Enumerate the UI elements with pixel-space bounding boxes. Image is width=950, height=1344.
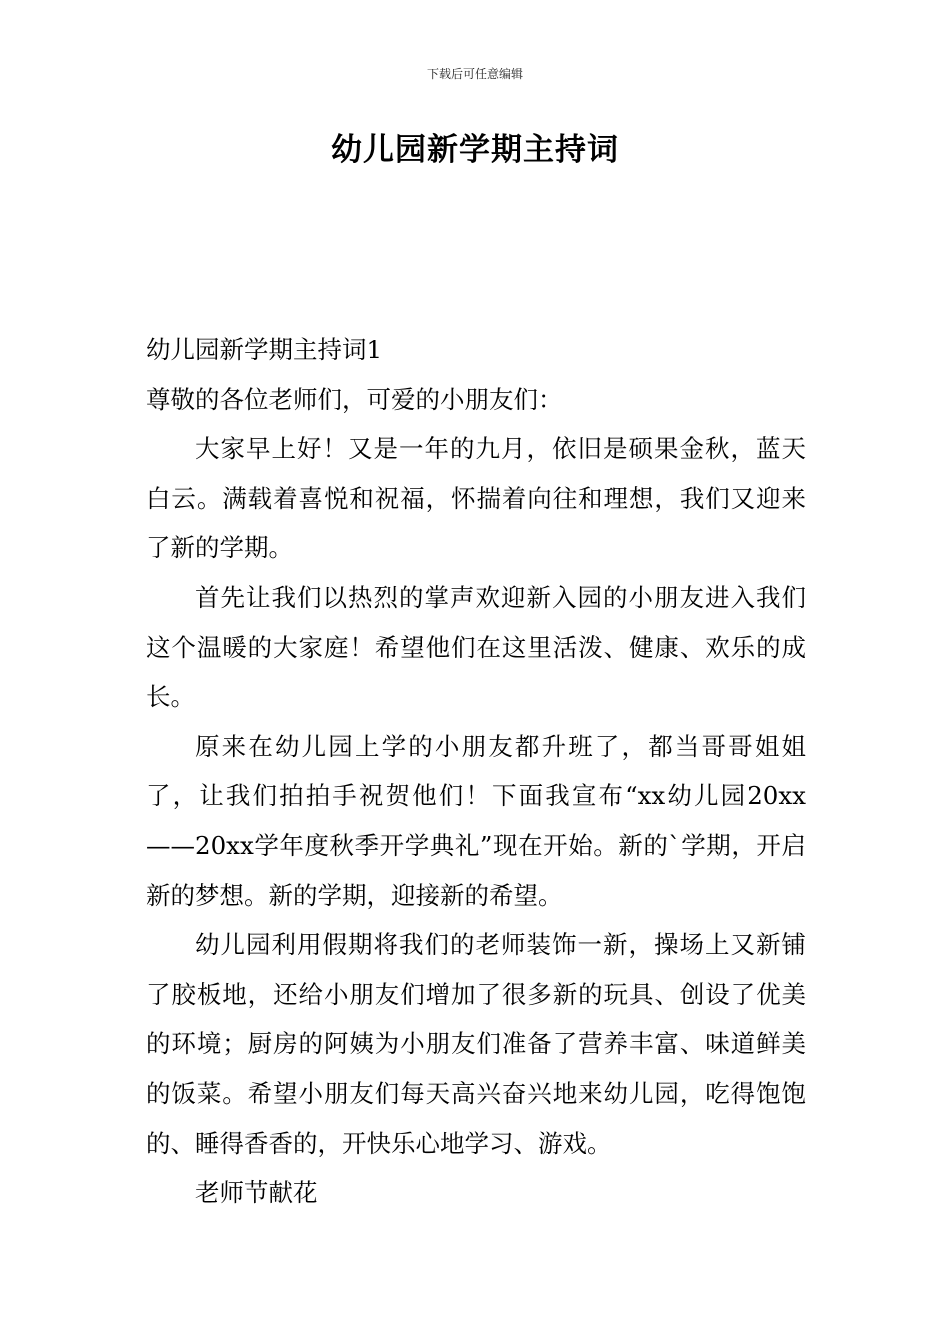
paragraph: 大家早上好！又是一年的九月，依旧是硕果金秋，蓝天白云。满载着喜悦和祝福，怀揣着向往和理想，我们又迎来了新的学期。: [146, 434, 806, 563]
paragraph: 首先让我们以热烈的掌声欢迎新入园的小朋友进入我们这个温暖的大家庭！希望他们在这里活泼、健康、欢乐的成长。: [146, 582, 806, 712]
header-note: 下载后可任意编辑: [426, 67, 523, 81]
salutation: 尊敬的各位老师们，可爱的小朋友们：: [146, 384, 563, 414]
paragraph: 原来在幼儿园上学的小朋友都升班了，都当哥哥姐姐了，让我们拍拍手祝贺他们！下面我宣布“xx幼儿园20xx——20xx学年度秋季开学典礼”现在开始。新的`学期，开启新的梦想。新的学期，迎接新的希望。: [146, 731, 806, 910]
paragraph: 老师节献花: [195, 1178, 318, 1208]
document-body: [146, 325, 806, 1218]
paragraph: 幼儿园利用假期将我们的老师装饰一新，操场上又新铺了胶板地，还给小朋友们增加了很多新的玩具、创设了优美的环境；厨房的阿姨为小朋友们准备了营养丰富、味道鲜美的饭菜。希望小朋友们每天高兴奋兴地来幼儿园，吃得饱饱的、睡得香香的，开快乐心地学习、游戏。: [146, 930, 806, 1158]
section-heading: 幼儿园新学期主持词1: [146, 335, 383, 364]
document-title: 幼儿园新学期主持词: [331, 132, 619, 168]
